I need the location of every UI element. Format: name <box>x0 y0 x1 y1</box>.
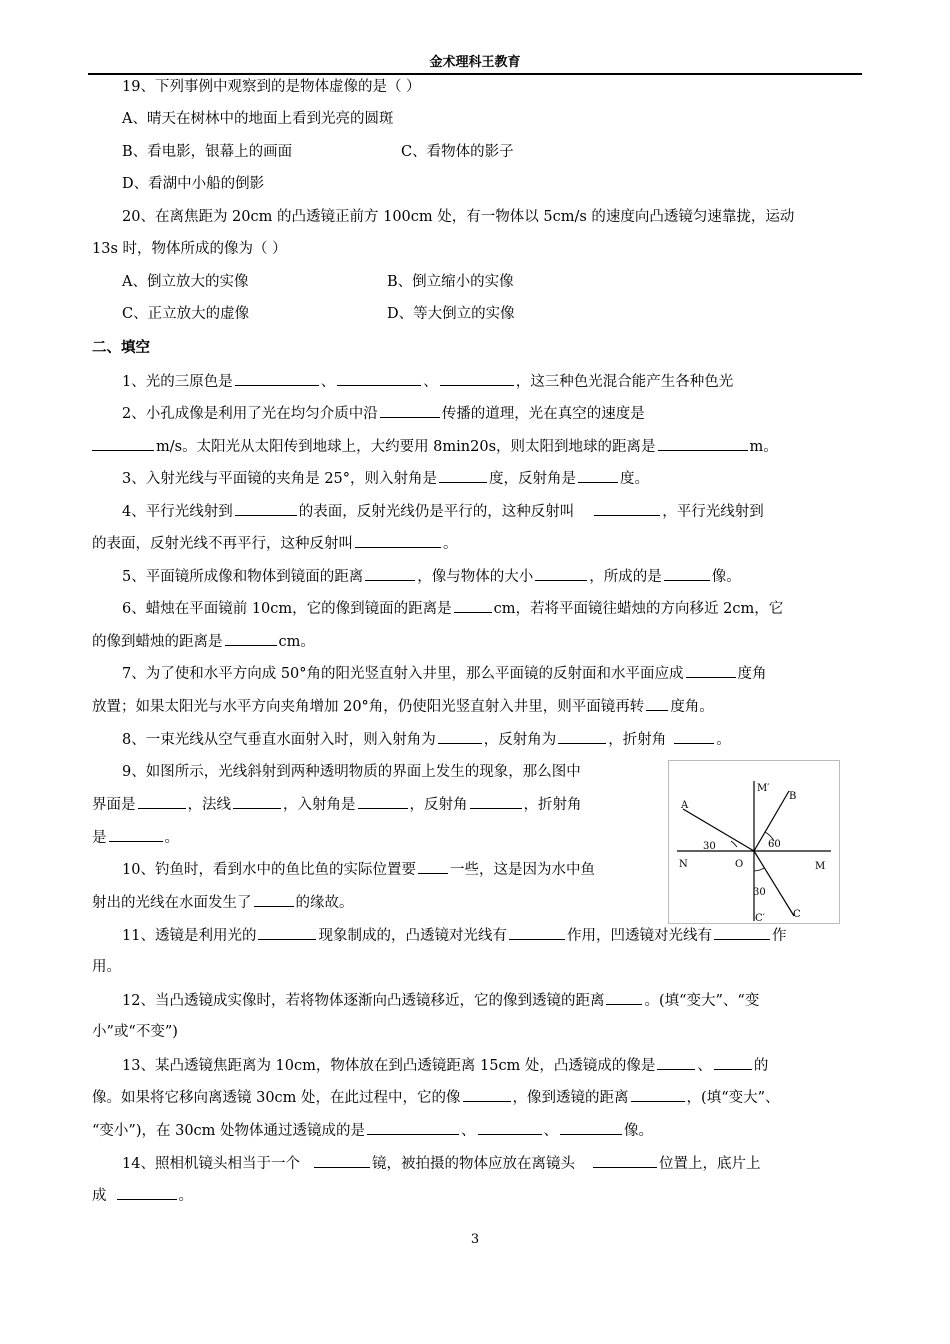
blank[interactable] <box>606 989 642 1005</box>
fill-14-line1: 14、照相机镜头相当于一个 镜，被拍摄的物体应放在离镜头 位置上，底片上 <box>122 1152 862 1175</box>
blank[interactable] <box>657 1054 695 1070</box>
q20-option-a: A、倒立放大的实像 <box>122 274 249 290</box>
fill-4-line2: 的表面，反射光线不再平行，这种反射叫 。 <box>92 532 862 555</box>
fill-7-line1: 7、为了使和水平方向成 50°角的阳光竖直射入井里，那么平面镜的反射面和水平面应成 度角 <box>122 662 862 685</box>
blank[interactable] <box>355 532 441 548</box>
label-c: C <box>793 909 801 920</box>
fill-13-line2: 像。如果将它移向离透镜 30cm 处，在此过程中，它的像 ，像到透镜的距离 ，(填“变大”、 <box>92 1086 862 1109</box>
label-angle-30-bottom: 30 <box>753 887 766 898</box>
blank[interactable] <box>258 924 316 940</box>
blank[interactable] <box>535 565 587 581</box>
fill-13-line1: 13、某凸透镜焦距离为 10cm，物体放在到凸透镜距离 15cm 处，凸透镜成的像是 、 的 <box>122 1054 862 1077</box>
fill-12-line2: 小”或“不变”) <box>92 1024 178 1040</box>
q20-stem-line1: 20、在离焦距为 20cm 的凸透镜正前方 100cm 处，有一物体以 5cm/s 的速度向凸透镜匀速靠拢，运动 <box>122 209 795 225</box>
blank[interactable] <box>358 793 408 809</box>
label-m: M <box>815 861 826 872</box>
blank[interactable] <box>438 728 482 744</box>
fill-9-line1: 9、如图所示，光线斜射到两种透明物质的界面上发生的现象，那么图中 <box>122 764 581 780</box>
q20-option-d: D、等大倒立的实像 <box>387 306 515 322</box>
label-b: B <box>789 791 797 802</box>
blank[interactable] <box>254 891 294 907</box>
ray-oc <box>754 851 794 916</box>
blank[interactable] <box>365 565 415 581</box>
label-angle-30-left: 30 <box>703 841 716 852</box>
fill-9-line3: 是 。 <box>92 826 650 849</box>
q19-option-b: B、看电影，银幕上的画面 <box>122 144 293 160</box>
q20-option-c: C、正立放大的虚像 <box>122 306 250 322</box>
blank[interactable] <box>418 858 448 874</box>
fill-3: 3、入射光线与平面镜的夹角是 25°，则入射角是 度，反射角是 度。 <box>122 467 862 490</box>
blank[interactable] <box>560 1119 622 1135</box>
blank[interactable] <box>439 467 487 483</box>
q20-option-b: B、倒立缩小的实像 <box>387 274 514 290</box>
fill-12-line1: 12、当凸透镜成实像时，若将物体逐渐向凸透镜移近，它的像到透镜的距离 。(填“变大”、“变 <box>122 989 862 1012</box>
fill-9-line2: 界面是 ，法线 ，入射角是 ，反射角 ，折射角 <box>92 793 660 816</box>
blank[interactable] <box>578 467 618 483</box>
ray-ao <box>683 809 754 851</box>
q19-stem: 19、下列事例中观察到的是物体虚像的是（ ） <box>122 79 421 95</box>
q19-option-c: C、看物体的影子 <box>401 144 514 160</box>
fill-13-line3: “变小”)，在 30cm 处物体通过透镜成的是 、 、 像。 <box>92 1119 862 1142</box>
blank[interactable] <box>594 500 660 516</box>
blank[interactable] <box>686 662 736 678</box>
page-header: 金术理科王教育 <box>88 53 862 75</box>
q19-option-a: A、晴天在树林中的地面上看到光亮的圆斑 <box>122 111 394 127</box>
blank[interactable] <box>117 1184 177 1200</box>
blank[interactable] <box>440 370 514 386</box>
fill-4-line1: 4、平行光线射到 的表面，反射光线仍是平行的，这种反射叫 ，平行光线射到 <box>122 500 862 523</box>
blank[interactable] <box>714 924 770 940</box>
label-o: O <box>735 859 744 870</box>
fill-2-line1: 2、小孔成像是利用了光在均匀介质中沿 传播的道理，光在真空的速度是 <box>122 402 862 425</box>
angle-arc-bottom <box>754 868 764 871</box>
blank[interactable] <box>664 565 710 581</box>
fill-5: 5、平面镜所成像和物体到镜面的距离 ，像与物体的大小 ，所成的是 像。 <box>122 565 862 588</box>
fill-7-line2: 放置；如果太阳光与水平方向夹角增加 20°角，仍使阳光竖直射入井里，则平面镜再转 度角。 <box>92 695 862 718</box>
label-angle-60: 60 <box>768 839 781 850</box>
angle-arc-left <box>731 841 737 847</box>
blank[interactable] <box>138 793 186 809</box>
fill-8: 8、一束光线从空气垂直水面射入时，则入射角为 ，反射角为 ，折射角 。 <box>122 728 862 751</box>
blank[interactable] <box>558 728 606 744</box>
section-title: 二、填空 <box>92 340 150 356</box>
page-number: 3 <box>470 1232 480 1247</box>
blank[interactable] <box>235 500 297 516</box>
blank[interactable] <box>674 728 714 744</box>
blank[interactable] <box>233 793 281 809</box>
blank[interactable] <box>463 1086 511 1102</box>
blank[interactable] <box>454 597 492 613</box>
blank[interactable] <box>631 1086 685 1102</box>
blank[interactable] <box>367 1119 459 1135</box>
blank[interactable] <box>337 370 421 386</box>
blank[interactable] <box>235 370 319 386</box>
fill-6-line2: 的像到蜡烛的距离是 cm。 <box>92 630 862 653</box>
fill-2-line2: m/s。太阳光从太阳传到地球上，大约要用 8min20s，则太阳到地球的距离是 m。 <box>92 435 862 458</box>
blank[interactable] <box>714 1054 752 1070</box>
blank[interactable] <box>658 435 748 451</box>
blank[interactable] <box>593 1152 657 1168</box>
blank[interactable] <box>380 402 440 418</box>
blank[interactable] <box>478 1119 542 1135</box>
label-c-prime: C′ <box>755 913 765 923</box>
blank[interactable] <box>92 435 154 451</box>
refraction-diagram <box>668 760 840 924</box>
fill-10-line1: 10、钓鱼时，看到水中的鱼比鱼的实际位置要 一些，这是因为水中鱼 <box>122 858 654 881</box>
blank[interactable] <box>109 826 163 842</box>
fill-14-line2: 成 。 <box>92 1184 862 1207</box>
fill-1: 1、光的三原色是 、 、 ，这三种色光混合能产生各种色光 <box>122 370 862 393</box>
refraction-diagram-svg <box>669 761 839 923</box>
fill-6-line1: 6、蜡烛在平面镜前 10cm，它的像到镜面的距离是 cm，若将平面镜往蜡烛的方向移近 2cm，它 <box>122 597 862 620</box>
label-a: A <box>681 800 689 811</box>
fill-11-line2: 用。 <box>92 959 121 975</box>
blank[interactable] <box>314 1152 370 1168</box>
q20-stem-line2: 13s 时，物体所成的像为（ ） <box>92 241 287 257</box>
label-m-prime: M′ <box>757 783 770 794</box>
blank[interactable] <box>646 695 668 711</box>
q19-option-d: D、看湖中小船的倒影 <box>122 176 265 192</box>
blank[interactable] <box>509 924 565 940</box>
label-n: N <box>679 859 688 870</box>
fill-11-line1: 11、透镜是利用光的 现象制成的，凸透镜对光线有 作用，凹透镜对光线有 作 <box>122 924 862 947</box>
blank[interactable] <box>470 793 522 809</box>
fill-10-line2: 射出的光线在水面发生了 的缘故。 <box>92 891 654 914</box>
blank[interactable] <box>225 630 277 646</box>
